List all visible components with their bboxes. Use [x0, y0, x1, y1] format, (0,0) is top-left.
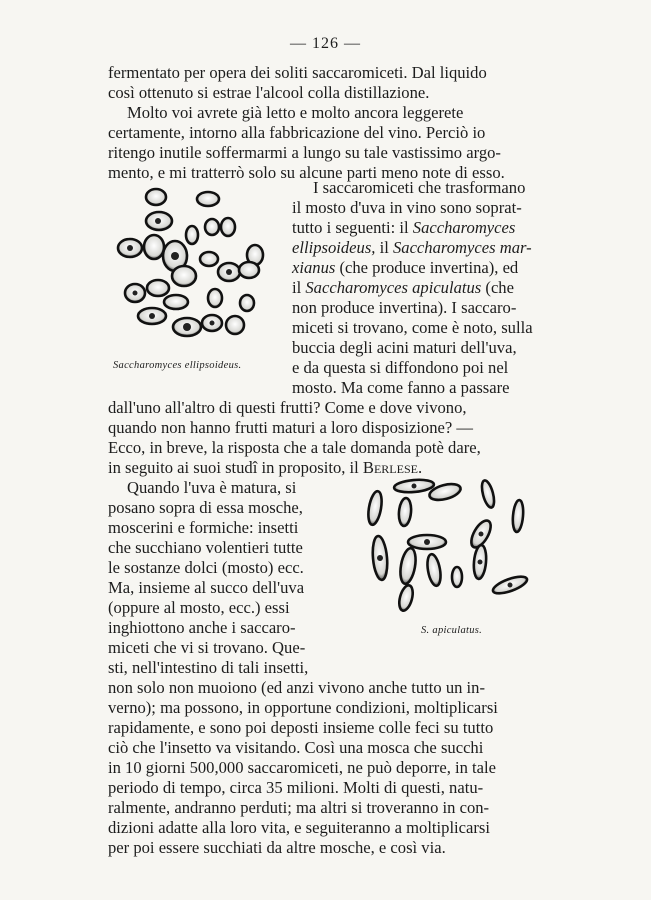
- text-segment: dizioni adatte alla loro vita, e seguiteranno a moltiplicarsi: [108, 818, 490, 837]
- text-segment: certamente, intorno alla fabbricazione del vino. Perciò io: [108, 123, 486, 142]
- text-line: [292, 258, 518, 278]
- text-line: [108, 838, 446, 858]
- text-segment: mosto. Ma come fanno a passare: [292, 378, 510, 397]
- text-line: [108, 558, 304, 578]
- text-segment: mento, e mi tratterrò solo su alcune parti meno note di esso.: [108, 163, 505, 182]
- species-name: Saccharomyces apiculatus: [305, 278, 482, 297]
- text-line: [108, 658, 308, 678]
- page-number: — 126 —: [290, 35, 361, 52]
- text-segment: in seguito ai suoi studî in proposito, il: [108, 458, 363, 477]
- text-line: [108, 798, 489, 818]
- text-line: [108, 63, 487, 83]
- text-segment: rapidamente, e sono poi deposti insieme colle feci su tutto: [108, 718, 494, 737]
- text-line: [108, 638, 305, 658]
- text-segment: buccia degli acini maturi dell'uva,: [292, 338, 517, 357]
- text-line: [108, 738, 483, 758]
- figure-caption: Saccharomyces ellipsoideus.: [113, 360, 242, 371]
- text-segment: non solo non muoiono (ed anzi vivono anche tutto un in-: [108, 678, 485, 697]
- text-line: [292, 218, 515, 238]
- species-name: xianus: [292, 258, 336, 277]
- text-segment: per poi essere succhiati da altre mosche, e così via.: [108, 838, 446, 857]
- text-segment: Quando l'uva è matura, si: [127, 478, 297, 497]
- species-name: Saccharomyces mar-: [392, 238, 532, 257]
- text-line: [292, 358, 508, 378]
- text-line: [108, 398, 467, 418]
- text-line: [108, 698, 498, 718]
- text-segment: che succhiano volentieri tutte: [108, 538, 303, 557]
- text-segment: il: [375, 238, 393, 257]
- text-line: [108, 678, 485, 698]
- text-segment: in 10 giorni 500,000 saccaromiceti, ne può deporre, in tale: [108, 758, 496, 777]
- text-segment: così ottenuto si estrae l'alcool colla distillazione.: [108, 83, 430, 102]
- text-segment: non produce invertina). I saccaro-: [292, 298, 517, 317]
- text-segment: miceti si trovano, come è noto, sulla: [292, 318, 533, 337]
- text-line: [127, 478, 296, 498]
- text-segment: inghiottono anche i saccaro-: [108, 618, 296, 637]
- text-segment: verno); ma possono, in opportune condizioni, moltiplicarsi: [108, 698, 498, 717]
- text-line: [108, 598, 290, 618]
- species-name: Saccharomyces: [412, 218, 516, 237]
- text-line: [108, 538, 303, 558]
- author-name: Berlese: [362, 458, 418, 477]
- figure-caption: S. apiculatus.: [421, 625, 483, 636]
- text-line: [108, 418, 473, 438]
- text-line: [127, 103, 463, 123]
- text-segment: Ecco, in breve, la risposta che a tale domanda potè dare,: [108, 438, 481, 457]
- text-segment: il mosto d'uva in vino sono soprat-: [292, 198, 522, 217]
- text-segment: dall'uno all'altro di questi frutti? Come e dove vivono,: [108, 398, 467, 417]
- text-segment: tutto i seguenti: il: [292, 218, 413, 237]
- text-segment: quando non hanno frutti maturi a loro disposizione? —: [108, 418, 473, 437]
- text-segment: (che: [481, 278, 514, 297]
- text-segment: fermentato per opera dei soliti saccaromiceti. Dal liquido: [108, 63, 487, 82]
- text-line: [292, 318, 533, 338]
- figure-apiculatus: [360, 470, 540, 620]
- text-segment: miceti che vi si trovano. Que-: [108, 638, 306, 657]
- text-line: [108, 83, 429, 103]
- text-segment: e da questa si diffondono poi nel: [292, 358, 509, 377]
- text-line: [108, 578, 304, 598]
- text-segment: Ma, insieme al succo dell'uva: [108, 578, 305, 597]
- text-line: [292, 338, 517, 358]
- text-line: [108, 143, 501, 163]
- text-segment: I saccaromiceti che trasformano: [313, 178, 526, 197]
- text-segment: sti, nell'intestino di tali insetti,: [108, 658, 309, 677]
- text-line: [108, 458, 422, 478]
- figure-ellipsoideus: [112, 185, 280, 350]
- text-segment: le sostanze dolci (mosto) ecc.: [108, 558, 304, 577]
- text-line: [292, 378, 510, 398]
- text-line: [292, 198, 522, 218]
- text-line: [292, 238, 532, 258]
- text-line: [108, 718, 493, 738]
- text-line: [292, 278, 514, 298]
- yeast-cells-ellipsoideus-illustration: [112, 185, 280, 350]
- text-segment: ciò che l'insetto va visitando. Così una mosca che succhi: [108, 738, 484, 757]
- text-segment: il: [292, 278, 306, 297]
- text-segment: moscerini e formiche: insetti: [108, 518, 299, 537]
- species-name: ellipsoideus,: [292, 238, 376, 257]
- yeast-cells-apiculatus-illustration: [360, 470, 540, 620]
- text-line: [108, 778, 483, 798]
- text-line: [108, 438, 481, 458]
- text-line: [313, 178, 525, 198]
- text-line: [292, 298, 516, 318]
- text-segment: (che produce invertina), ed: [335, 258, 519, 277]
- text-line: [108, 818, 490, 838]
- text-segment: ralmente, andranno perduti; ma altri si troveranno in con-: [108, 798, 490, 817]
- text-segment: .: [417, 458, 423, 477]
- text-line: [108, 123, 485, 143]
- text-segment: ritengo inutile soffermarmi a lungo su tale vastissimo argo-: [108, 143, 501, 162]
- text-segment: periodo di tempo, circa 35 milioni. Molti di questi, natu-: [108, 778, 484, 797]
- text-line: [108, 498, 303, 518]
- text-line: [108, 518, 298, 538]
- text-line: [108, 618, 296, 638]
- text-segment: posano sopra di essa mosche,: [108, 498, 303, 517]
- text-line: [108, 758, 496, 778]
- text-segment: (oppure al mosto, ecc.) essi: [108, 598, 290, 617]
- text-segment: Molto voi avrete già letto e molto ancora leggerete: [127, 103, 464, 122]
